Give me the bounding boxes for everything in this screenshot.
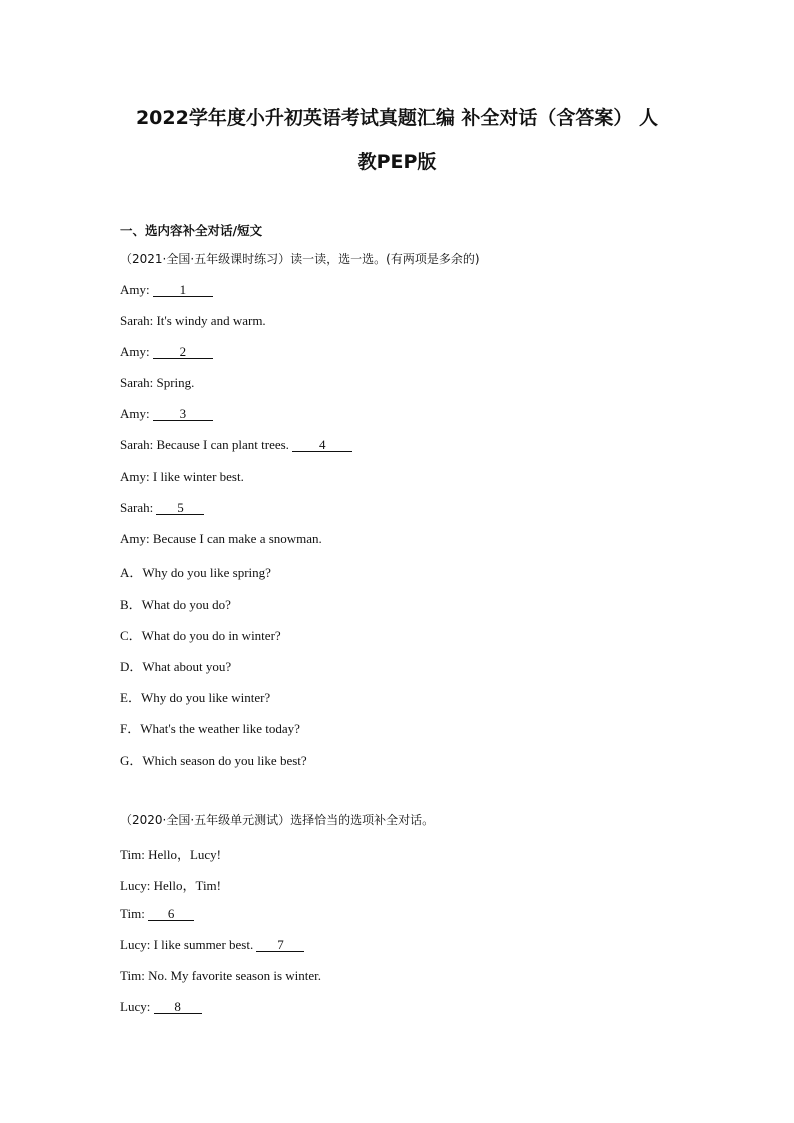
dialogue-line (120, 906, 194, 922)
answer-blank: 6 (148, 907, 194, 921)
answer-blank: 7 (256, 938, 304, 952)
dialogue-line (120, 844, 221, 863)
answer-blank: 3 (153, 407, 213, 421)
speaker: Sarah: (120, 313, 154, 328)
speaker: Tim: (120, 906, 145, 921)
dialogue-text: It's windy and warm. (156, 313, 266, 328)
option-g: G．Which season do you like best? (120, 753, 307, 768)
speaker: Amy: (120, 469, 150, 484)
option-a: A．Why do you like spring? (120, 565, 271, 580)
speaker: Sarah: (120, 437, 154, 452)
dialogue-line (120, 437, 352, 453)
answer-blank: 1 (153, 283, 213, 297)
speaker: Tim: (120, 968, 145, 983)
dialogue-text: Hello，Lucy! (148, 847, 222, 862)
question-1-instruction: （2021·全国·五年级课时练习）读一读，选一选。(有两项是多余的) (120, 252, 480, 266)
dialogue-line (120, 406, 213, 422)
dialogue-line (120, 937, 304, 953)
answer-blank: 5 (156, 501, 204, 515)
dialogue-text: Hello，Tim! (153, 878, 221, 893)
dialogue-line (120, 344, 213, 360)
document-title-line-1: 2022学年度小升初英语考试真题汇编 补全对话（含答案） 人 (135, 107, 659, 129)
speaker: Lucy: (120, 999, 151, 1014)
speaker: Amy: (120, 344, 150, 359)
answer-blank: 4 (292, 438, 352, 452)
dialogue-text: I like winter best. (152, 469, 244, 484)
speaker: Sarah: (120, 500, 154, 515)
document-title-line-2: 教PEP版 (357, 151, 437, 173)
dialogue-text: Spring. (156, 375, 195, 390)
dialogue-line (120, 531, 322, 547)
dialogue-line (120, 375, 194, 391)
dialogue-line (120, 875, 221, 894)
speaker: Amy: (120, 406, 150, 421)
dialogue-line (120, 313, 266, 329)
dialogue-text: I like summer best. (153, 937, 254, 952)
option-f: F．What's the weather like today? (120, 721, 300, 736)
dialogue-line (120, 282, 213, 298)
speaker: Sarah: (120, 375, 154, 390)
question-2-instruction: （2020·全国·五年级单元测试）选择恰当的选项补全对话。 (120, 813, 435, 827)
dialogue-line (120, 469, 244, 485)
speaker: Lucy: (120, 878, 151, 893)
speaker: Lucy: (120, 937, 151, 952)
dialogue-text: Because I can make a snowman. (152, 531, 322, 546)
answer-blank: 2 (153, 345, 213, 359)
dialogue-line (120, 999, 202, 1015)
answer-blank: 8 (154, 1000, 202, 1014)
speaker: Amy: (120, 531, 150, 546)
option-c: C．What do you do in winter? (120, 628, 281, 643)
section-heading: 一、选内容补全对话/短文 (120, 223, 263, 238)
dialogue-line (120, 968, 321, 984)
dialogue-text: No. My favorite season is winter. (148, 968, 322, 983)
option-d: D．What about you? (120, 659, 232, 674)
dialogue-text: Because I can plant trees. (156, 437, 289, 452)
dialogue-line (120, 500, 204, 516)
option-b: B．What do you do? (120, 597, 231, 612)
speaker: Tim: (120, 847, 145, 862)
option-e: E．Why do you like winter? (120, 690, 271, 705)
speaker: Amy: (120, 282, 150, 297)
